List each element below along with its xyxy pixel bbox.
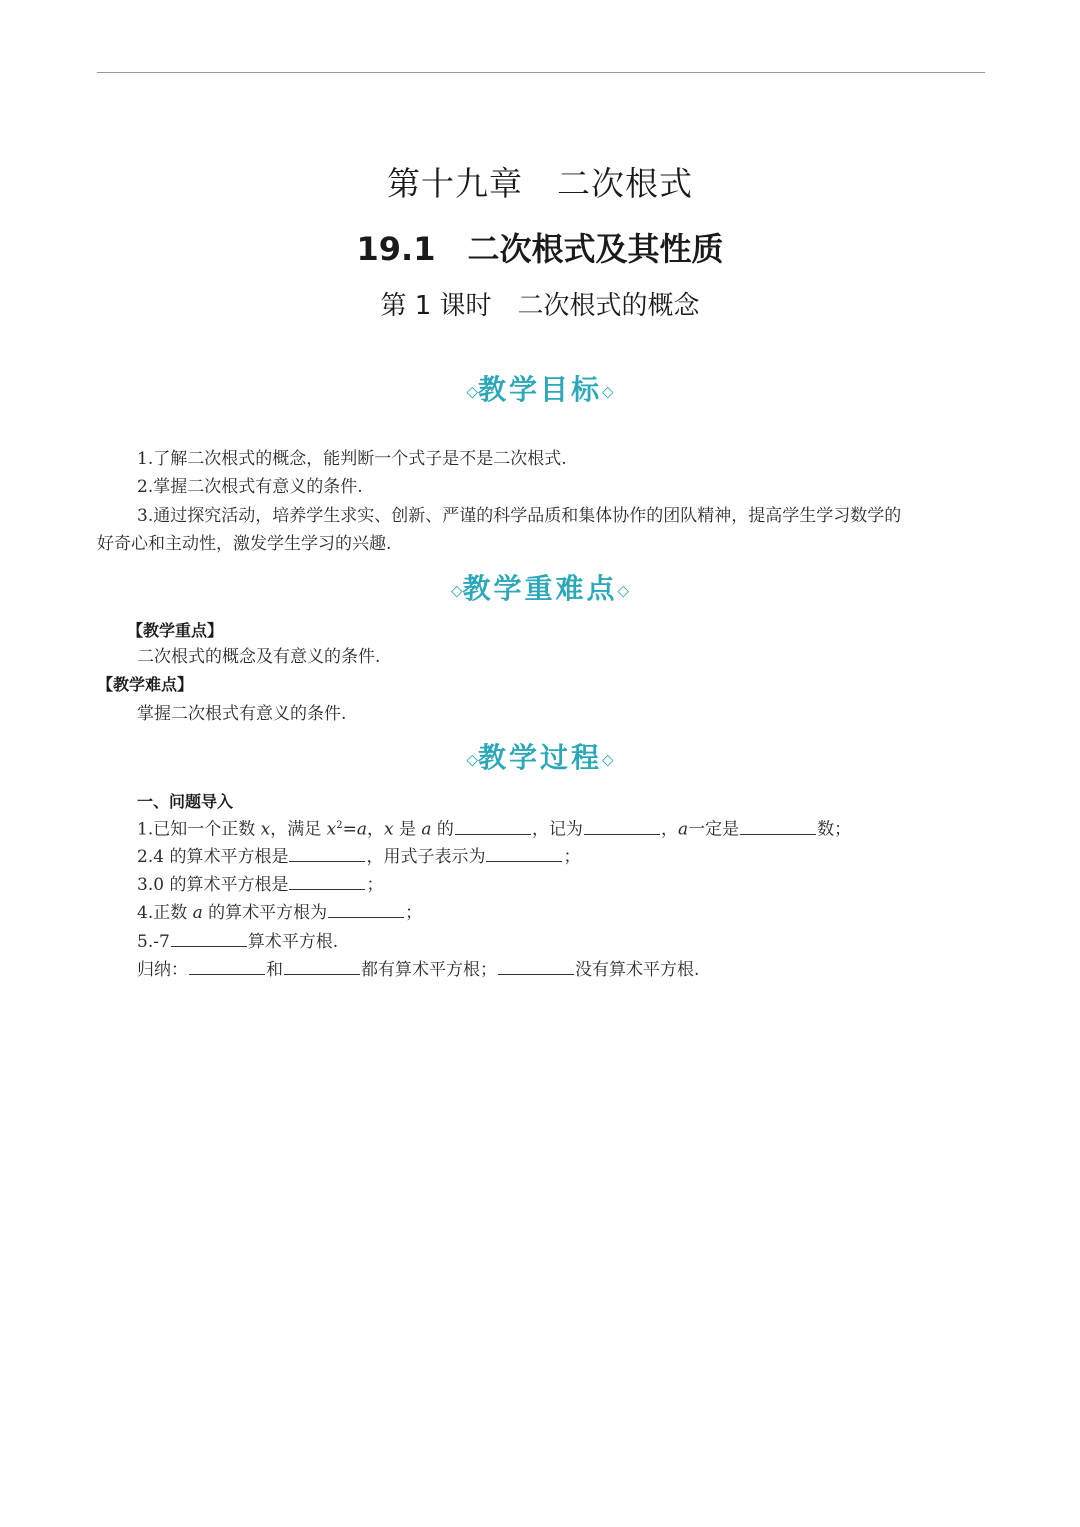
key-points-banner xyxy=(0,567,1080,607)
q1-text: ，满足 xyxy=(270,819,327,840)
question-2 xyxy=(137,841,580,871)
var-x: x xyxy=(326,819,337,840)
objective-2: 2.掌握二次根式有意义的条件. xyxy=(137,477,363,497)
diamond-icon: ◇ xyxy=(466,750,478,769)
answer-blank[interactable] xyxy=(171,926,247,947)
diamond-icon: ◇ xyxy=(602,750,614,769)
answer-blank[interactable] xyxy=(284,954,360,975)
var-a: a xyxy=(421,819,432,840)
answer-blank[interactable] xyxy=(486,841,562,862)
q5-text: 5.-7 xyxy=(137,932,170,952)
var-x: x xyxy=(260,819,271,840)
answer-blank[interactable] xyxy=(289,869,365,890)
key-points-banner-text: 教学重难点 xyxy=(462,572,618,605)
process-banner-text: 教学过程 xyxy=(477,741,602,774)
q4-text: ； xyxy=(405,903,423,923)
q4-text: 的算术平方根为 xyxy=(202,903,328,923)
q3-text: ； xyxy=(366,875,384,895)
question-1: 1.已知一个正数 x，满足 $x^2=a$，x 是 a 的 ，记为 ，a一定是 数； xyxy=(137,812,851,844)
objective-3-cont: 好奇心和主动性，激发学生学习的兴趣. xyxy=(97,534,392,554)
q2-text: ，用式子表示为 xyxy=(366,847,486,867)
q1-text: ，记为 xyxy=(531,819,583,840)
objectives-banner-text: 教学目标 xyxy=(477,373,602,406)
question-5 xyxy=(137,926,338,956)
chapter-title: 第十九章 二次根式 xyxy=(387,164,693,203)
difficulty-text: 掌握二次根式有意义的条件. xyxy=(137,704,347,724)
answer-blank[interactable] xyxy=(289,841,365,862)
var-x: x xyxy=(383,819,394,840)
answer-blank[interactable] xyxy=(455,814,531,835)
top-rule xyxy=(97,72,985,73)
question-4 xyxy=(137,897,422,927)
difficulty-label: 【教学难点】 xyxy=(97,675,194,694)
summary-text: 没有算术平方根. xyxy=(575,960,700,980)
diamond-icon: ◇ xyxy=(617,581,630,600)
diamond-icon: ◇ xyxy=(602,382,614,401)
q1-text: 是 xyxy=(393,819,422,840)
part1-label: 一、问题导入 xyxy=(137,792,234,811)
process-banner xyxy=(0,736,1080,776)
var-a: a xyxy=(677,819,689,840)
objectives-banner xyxy=(0,368,1080,408)
focus-text: 二次根式的概念及有意义的条件. xyxy=(137,647,381,667)
q1-text: 一定是 xyxy=(688,819,740,840)
objective-1: 1.了解二次根式的概念，能判断一个式子是不是二次根式. xyxy=(137,449,567,469)
q3-text: 3.0 的算术平方根是 xyxy=(137,875,289,895)
summary-text: 和 xyxy=(266,960,283,980)
question-3 xyxy=(137,869,383,899)
summary-text: 都有算术平方根； xyxy=(361,960,497,980)
q5-text: 算术平方根. xyxy=(247,932,339,952)
q1-text: 1.已知一个正数 xyxy=(137,819,261,840)
summary xyxy=(137,954,699,984)
diamond-icon: ◇ xyxy=(466,382,478,401)
q1-text: 的 xyxy=(431,819,454,840)
section-title: 19.1 二次根式及其性质 xyxy=(356,230,724,268)
objective-3: 3.通过探究活动，培养学生求实、创新、严谨的科学品质和集体协作的团队精神，提高学生学习数学的 xyxy=(137,506,902,526)
exponent: 2 xyxy=(336,820,343,831)
q1-text: 数； xyxy=(817,819,852,840)
focus-label: 【教学重点】 xyxy=(127,621,224,640)
q4-text: 4.正数 xyxy=(137,903,193,923)
q2-text: 2.4 的算术平方根是 xyxy=(137,847,289,867)
answer-blank[interactable] xyxy=(498,954,574,975)
q2-text: ； xyxy=(563,847,581,867)
var-a: a xyxy=(356,819,367,840)
equals-sign: = xyxy=(342,819,357,840)
answer-blank[interactable] xyxy=(740,814,816,835)
q1-text: ， xyxy=(366,819,384,840)
summary-text: 归纳： xyxy=(137,960,188,980)
var-a: a xyxy=(192,903,203,923)
diamond-icon: ◇ xyxy=(450,581,463,600)
answer-blank[interactable] xyxy=(189,954,265,975)
answer-blank[interactable] xyxy=(584,814,660,835)
lesson-title: 第 1 课时 二次根式的概念 xyxy=(380,291,700,321)
answer-blank[interactable] xyxy=(328,897,404,918)
